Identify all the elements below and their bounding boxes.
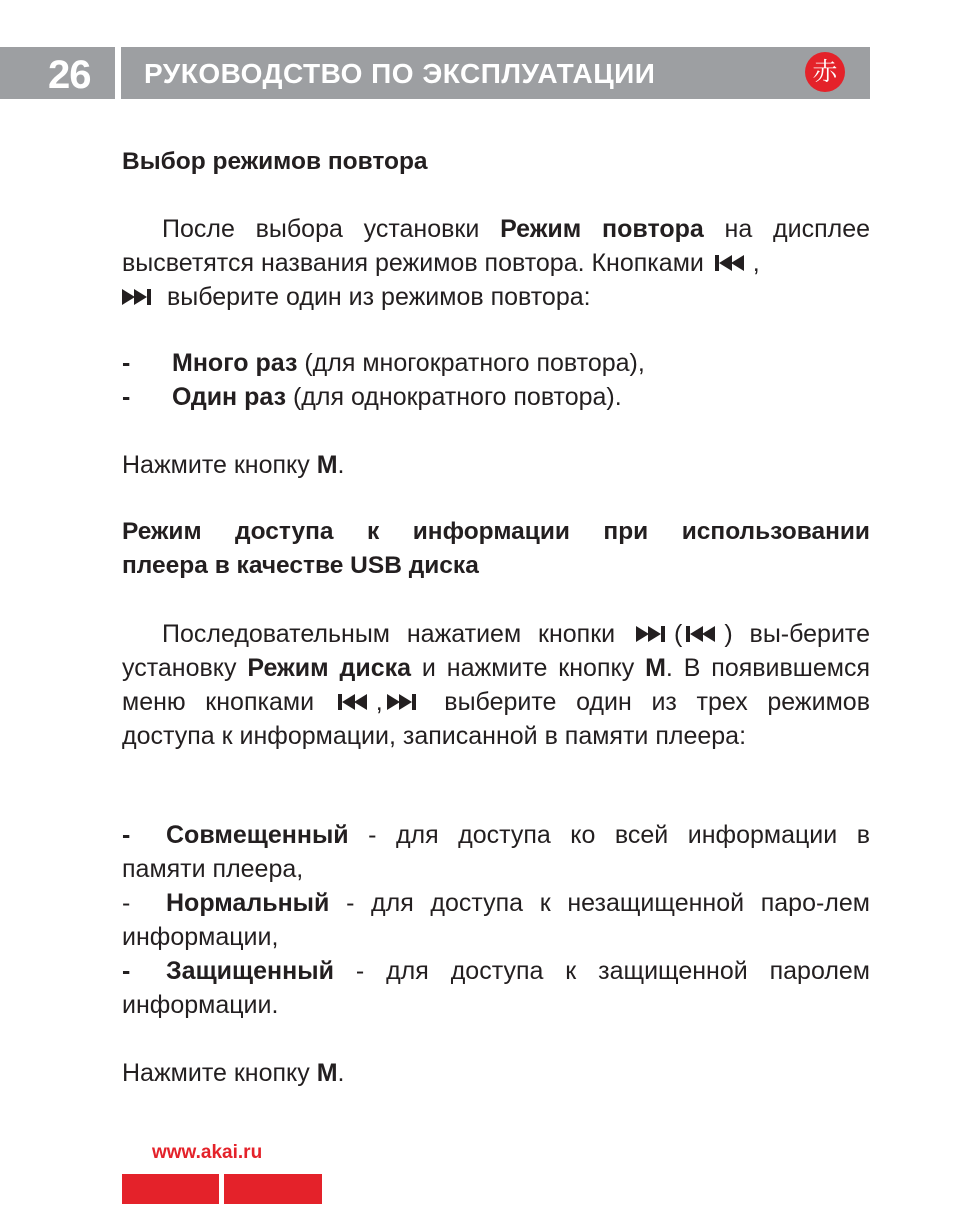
disk-mode-paragraph: Последовательным нажатием кнопки ( ) вы-берите установку Режим диска и нажмите кнопку M. В появившемся меню кнопками , выберите один из трех режимов доступа к информации, записанной в памяти плеера: [122, 620, 870, 750]
section-heading-repeat: Выбор режимов повтора [122, 148, 428, 175]
skip-next-icon [387, 693, 421, 711]
akai-logo-icon [805, 52, 845, 92]
logo-glyph: 赤 [812, 57, 838, 86]
list-item: - Защищенный - для доступа к защищенной паролем информации. [122, 957, 870, 1019]
skip-next-icon [122, 288, 156, 306]
footer-website-link[interactable]: www.akai.ru [152, 1142, 263, 1163]
header-divider [115, 47, 121, 99]
section-heading-usb-line2: плеера в качестве USB диска [122, 552, 479, 579]
list-item: - Много раз (для многократного повтора), [122, 349, 645, 377]
skip-previous-icon [338, 693, 372, 711]
footer-bar [224, 1174, 322, 1204]
section-heading-usb-line1: Режим доступа к информации при использовании [122, 518, 870, 545]
press-m-instruction: Нажмите кнопку M. [122, 1059, 345, 1087]
skip-previous-icon [715, 254, 749, 272]
list-item: - Совмещенный - для доступа ко всей информации в памяти плеера, [122, 821, 870, 883]
footer-bar [122, 1174, 219, 1204]
press-m-instruction: Нажмите кнопку M. [122, 451, 345, 479]
skip-next-icon [636, 625, 670, 643]
skip-previous-icon [686, 625, 720, 643]
list-item: - Один раз (для однократного повтора). [122, 383, 622, 411]
header-title: РУКОВОДСТВО ПО ЭКСПЛУАТАЦИИ [144, 58, 656, 89]
page-number: 26 [48, 53, 91, 97]
list-item: - Нормальный - для доступа к незащищенной паро-лем информации, [122, 889, 870, 951]
repeat-mode-paragraph: После выбора установки Режим повтора на дисплее высветятся названия режимов повтора. Кнопками , выберите один из режимов повтора: [122, 215, 870, 311]
